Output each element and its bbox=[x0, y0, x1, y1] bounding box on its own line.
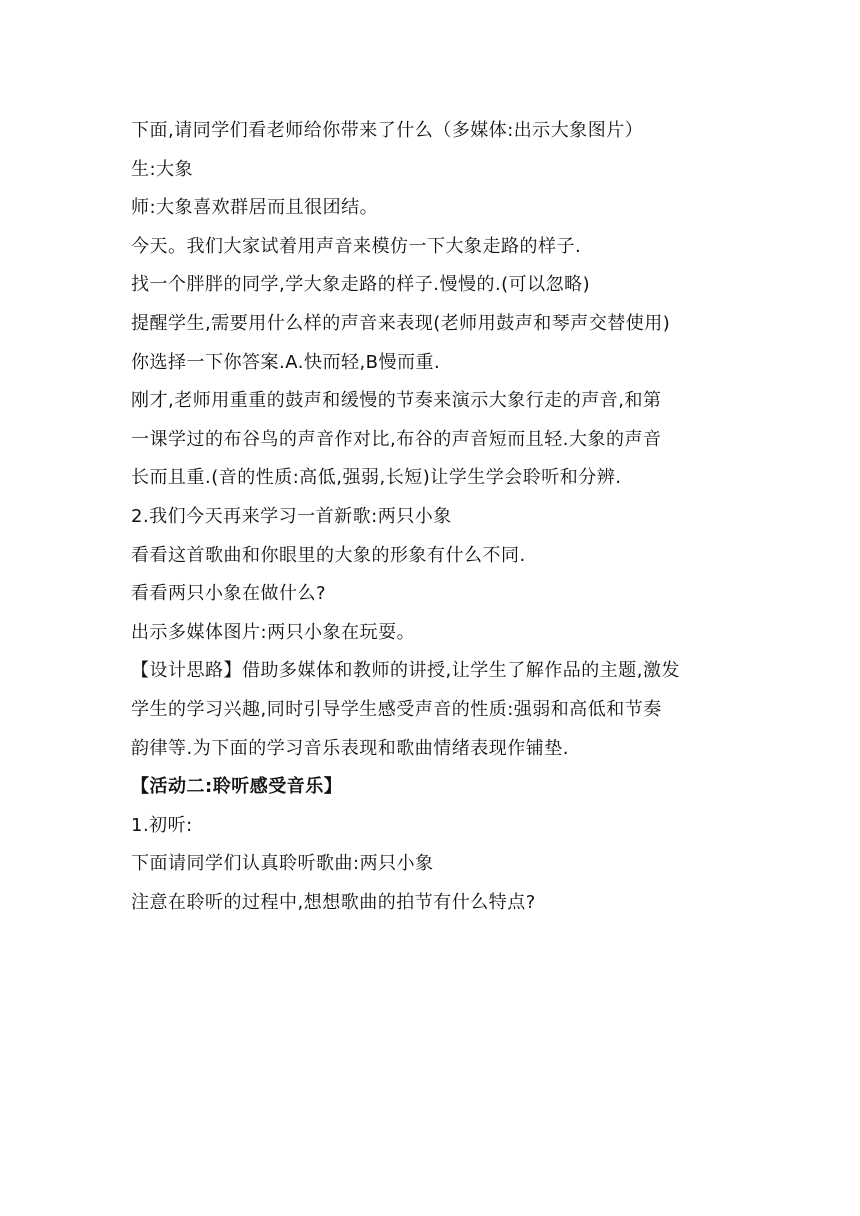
text-line: 下面请同学们认真聆听歌曲:两只小象 bbox=[131, 853, 434, 875]
text-line: 2.我们今天再来学习一首新歌:两只小象 bbox=[131, 505, 452, 527]
text-line: 提醒学生,需要用什么样的声音来表现(老师用鼓声和琴声交替使用) bbox=[131, 312, 671, 334]
text-line: 韵律等.为下面的学习音乐表现和歌曲情绪表现作铺垫. bbox=[131, 737, 569, 759]
text-line: 【设计思路】借助多媒体和教师的讲授,让学生了解作品的主题,激发 bbox=[131, 660, 680, 682]
text-line: 长而且重.(音的性质:高低,强弱,长短)让学生学会聆听和分辨. bbox=[131, 467, 622, 489]
text-line: 师:大象喜欢群居而且很团结。 bbox=[131, 197, 379, 219]
text-line: 注意在聆听的过程中,想想歌曲的拍节有什么特点? bbox=[131, 891, 536, 913]
text-line: 学生的学习兴趣,同时引导学生感受声音的性质:强弱和高低和节奏 bbox=[131, 698, 662, 720]
text-line: 你选择一下你答案.A.快而轻,B慢而重. bbox=[131, 351, 441, 373]
text-line: 一课学过的布谷鸟的声音作对比,布谷的声音短而且轻.大象的声音 bbox=[131, 428, 662, 450]
text-line: 刚才,老师用重重的鼓声和缓慢的节奏来演示大象行走的声音,和第 bbox=[131, 390, 662, 412]
text-line: 下面,请同学们看老师给你带来了什么（多媒体:出示大象图片） bbox=[131, 120, 644, 141]
document-body bbox=[131, 112, 731, 922]
text-line: 今天。我们大家试着用声音来模仿一下大象走路的样子. bbox=[131, 235, 582, 257]
text-line: 1.初听: bbox=[131, 814, 193, 836]
text-line: 生:大象 bbox=[131, 158, 194, 180]
text-line: 出示多媒体图片:两只小象在玩耍。 bbox=[131, 621, 416, 643]
text-line: 找一个胖胖的同学,学大象走路的样子.慢慢的.(可以忽略) bbox=[131, 274, 591, 296]
text-line: 看看两只小象在做什么? bbox=[131, 583, 327, 605]
section-heading: 【活动二:聆听感受音乐】 bbox=[131, 776, 343, 798]
text-line: 看看这首歌曲和你眼里的大象的形象有什么不同. bbox=[131, 544, 526, 566]
